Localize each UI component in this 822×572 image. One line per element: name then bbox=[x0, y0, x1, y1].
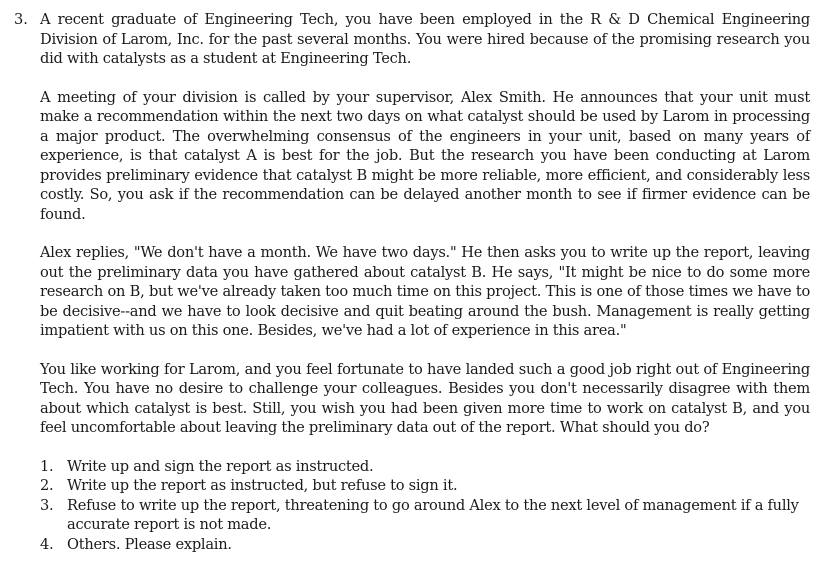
option-text: Refuse to write up the report, threatening to go around Alex to the next level of management if a fully accurate report is not made. bbox=[67, 496, 799, 533]
option-number: 3. bbox=[40, 496, 54, 514]
option-number: 4. bbox=[40, 535, 54, 553]
answer-option bbox=[40, 457, 810, 477]
option-number: 1. bbox=[40, 457, 54, 475]
option-text: Write up the report as instructed, but refuse to sign it. bbox=[67, 477, 458, 494]
answer-options-list bbox=[40, 457, 810, 555]
question-body bbox=[40, 10, 810, 554]
option-text: Others. Please explain. bbox=[67, 535, 232, 553]
answer-option bbox=[40, 476, 810, 496]
question-number: 3. bbox=[14, 11, 28, 28]
paragraph-meeting: A meeting of your division is called by your supervisor, Alex Smith. He announces that your unit must make a recommendation within the next two days on what catalyst should be used by Larom in processing a major product. The overwhelming consensus of the engineers in your unit, based on many years of experience, is that catalyst A is best for the job. But the research you have been conducting at Larom provides preliminary evidence that catalyst B might be more reliable, more efficient, and considerably less costly. So, you ask if the recommendation can be delayed another month to see if firmer evidence can be found. bbox=[40, 88, 810, 223]
paragraph-background: A recent graduate of Engineering Tech, you have been employed in the R & D Chemical Engineering Division of Larom, Inc. for the past several months. You were hired because of the promising research you did with catalysts as a student at Engineering Tech. bbox=[40, 11, 810, 67]
option-number: 2. bbox=[40, 477, 54, 494]
answer-option bbox=[40, 496, 810, 535]
option-text: Write up and sign the report as instructed. bbox=[67, 457, 374, 475]
answer-option bbox=[40, 535, 810, 555]
paragraph-dilemma: You like working for Larom, and you feel fortunate to have landed such a good job right out of Engineering Tech. You have no desire to challenge your colleagues. Besides you don't necessarily disagree with them about which catalyst is best. Still, you wish you had been given more time to work on catalyst B, and you feel uncomfortable about leaving the preliminary data out of the report. What should you do? bbox=[40, 360, 810, 436]
paragraph-alex-reply: Alex replies, "We don't have a month. We have two days." He then asks you to write up the report, leaving out the preliminary data you have gathered about catalyst B. He says, "It might be nice to do some more research on B, but we've already taken too much time on this project. This is one of those times we have to be decisive--and we have to look decisive and quit beating around the bush. Management is really getting impatient with us on this one. Besides, we've had a lot of experience in this area." bbox=[40, 244, 810, 339]
